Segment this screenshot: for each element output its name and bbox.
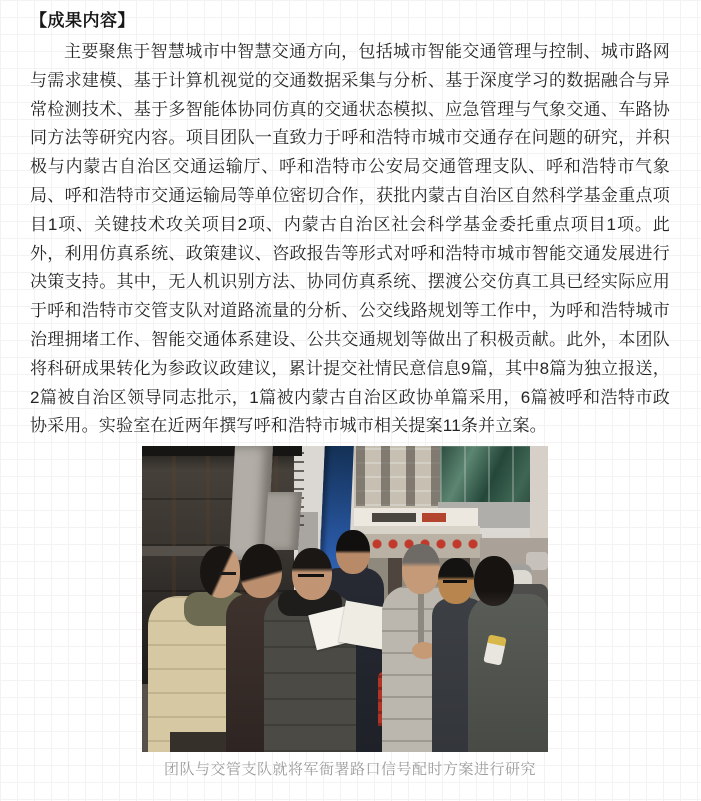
concrete-beam — [264, 492, 302, 550]
sign-text-block — [372, 513, 416, 522]
section-heading: 【成果内容】 — [30, 11, 135, 30]
photo-caption: 团队与交管支队就将军衙署路口信号配时方案进行研究 — [163, 761, 536, 779]
person-back-facing — [468, 594, 548, 752]
photo-figure — [30, 446, 670, 779]
sign-red-block — [422, 513, 446, 522]
person-back-facing-head — [474, 556, 514, 606]
glasses — [218, 572, 236, 575]
team-street-photo[interactable] — [142, 446, 548, 752]
article-paragraph: 主要聚焦于智慧城市中智慧交通方向，包括城市智能交通管理与控制、城市路网与需求建模、基于计算机视觉的交通数据采集与分析、基于深度学习的数据融合与异常检测技术、基于多智能体协同仿真的交通状态模拟、应急管理与气象交通、车路协同方法等研究内容。项目团队一直致力于呼和浩特市城市交通存在问题的研究，并积极与内蒙古自治区交通运输厅、呼和浩特市公安局交通管理支队、呼和浩特市气象局、呼和浩特市交通运输局等单位密切合作，获批内蒙古自治区自然科学基金重点项目1项、关键技术攻关项目2项、内蒙古自治区社会科学基金委托重点项目1项。此外，利用仿真系统、政策建议、咨政报告等形式对呼和浩特市城市智能交通发展进行决策支持。其中，无人机识别方法、协同仿真系统、摆渡公交仿真工具已经实际应用于呼和浩特市交管支队对道路流量的分析、公交线路规划等工作中，为呼和浩特城市治理拥堵工作、智能交通体系建设、公共交通规划等做出了积极贡献。此外，本团队将科研成果转化为参政议政建议，累计提交社情民意信息9篇，其中8篇为独立报送，2篇被自治区领导同志批示，1篇被内蒙古自治区政协单篇采用，6篇被呼和浩特市政协采用。实验室在近两年撰写呼和浩特市城市相关提案11条并立案。 — [30, 42, 670, 436]
glass-frame-lines — [440, 446, 534, 508]
glasses — [443, 580, 467, 583]
light-wall — [530, 446, 548, 538]
person-tall-navy-head — [336, 530, 370, 574]
person-gray-puffer-head — [402, 544, 440, 594]
glasses — [298, 574, 324, 577]
underpass-ceiling-edge — [142, 446, 302, 456]
person-brown-jacket-head — [240, 544, 282, 598]
